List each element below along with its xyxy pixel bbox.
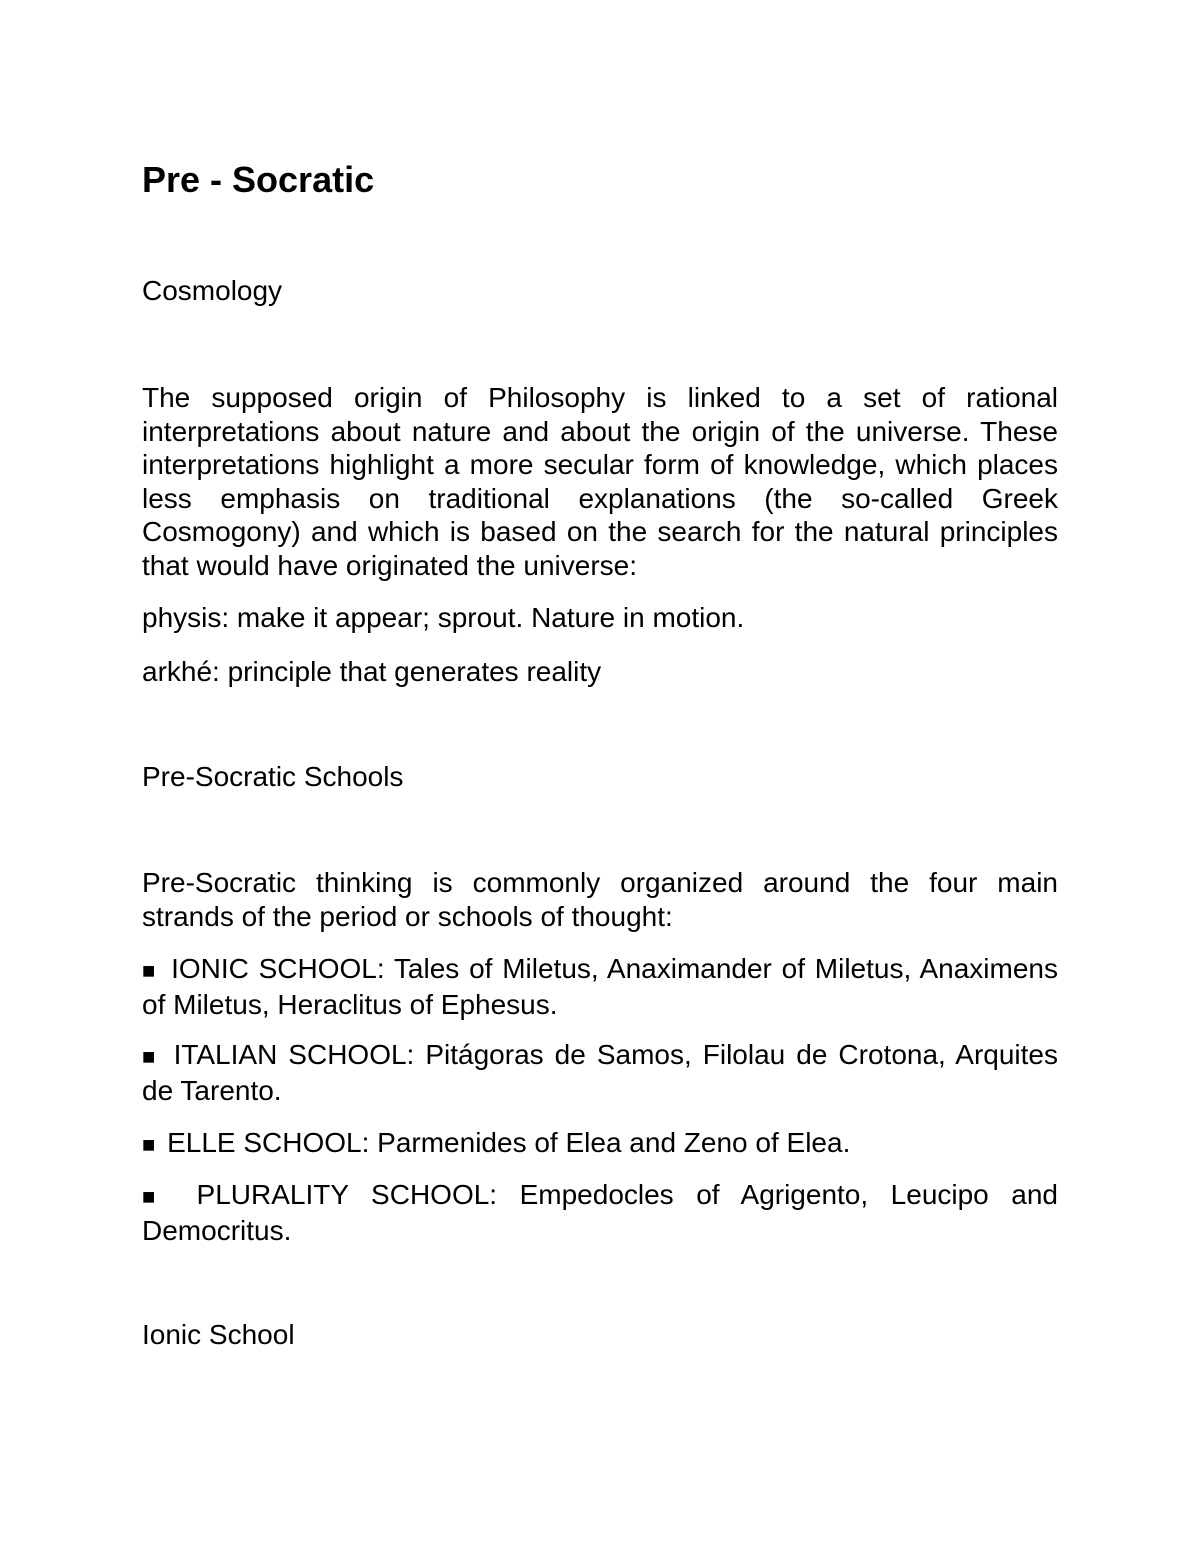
square-bullet-icon: ■ xyxy=(142,1184,171,1209)
list-item-ionic-school xyxy=(142,952,1058,1021)
section-heading-cosmology: Cosmology xyxy=(142,275,283,306)
list-item-elle-school xyxy=(142,1126,1058,1162)
document-title: Pre - Socratic xyxy=(142,159,375,200)
square-bullet-icon: ■ xyxy=(142,1132,156,1157)
definition-physis: physis: make it appear; sprout. Nature in motion. xyxy=(142,602,745,633)
list-item-plurality-school xyxy=(142,1178,1058,1247)
schools-intro-paragraph: Pre-Socratic thinking is commonly organized around the four main strands of the period or schools of thought: xyxy=(142,867,1058,932)
square-bullet-icon: ■ xyxy=(142,1044,159,1069)
list-item-text: ELLE SCHOOL: Parmenides of Elea and Zeno of Elea. xyxy=(167,1127,851,1158)
definition-arkhe: arkhé: principle that generates reality xyxy=(142,656,602,687)
list-item-italian-school xyxy=(142,1038,1058,1107)
section-heading-schools: Pre-Socratic Schools xyxy=(142,761,404,792)
section-heading-ionic: Ionic School xyxy=(142,1319,295,1350)
list-item-text: ITALIAN SCHOOL: Pitágoras de Samos, Filolau de Crotona, Arquites de Tarento. xyxy=(142,1039,1059,1106)
cosmology-paragraph: The supposed origin of Philosophy is linked to a set of rational interpretations about nature and about the origin of the universe. These interpretations highlight a more secular form of knowledge, which places less emphasis on traditional explanations (the so-called Greek Cosmogony) and which is based on the search for the natural principles that would have originated the universe: xyxy=(142,382,1058,581)
list-item-text: PLURALITY SCHOOL: Empedocles of Agrigento, Leucipo and Democritus. xyxy=(142,1179,1058,1246)
square-bullet-icon: ■ xyxy=(142,958,158,983)
list-item-text: IONIC SCHOOL: Tales of Miletus, Anaximander of Miletus, Anaximens of Miletus, Heraclitus of Ephesus. xyxy=(142,953,1058,1020)
